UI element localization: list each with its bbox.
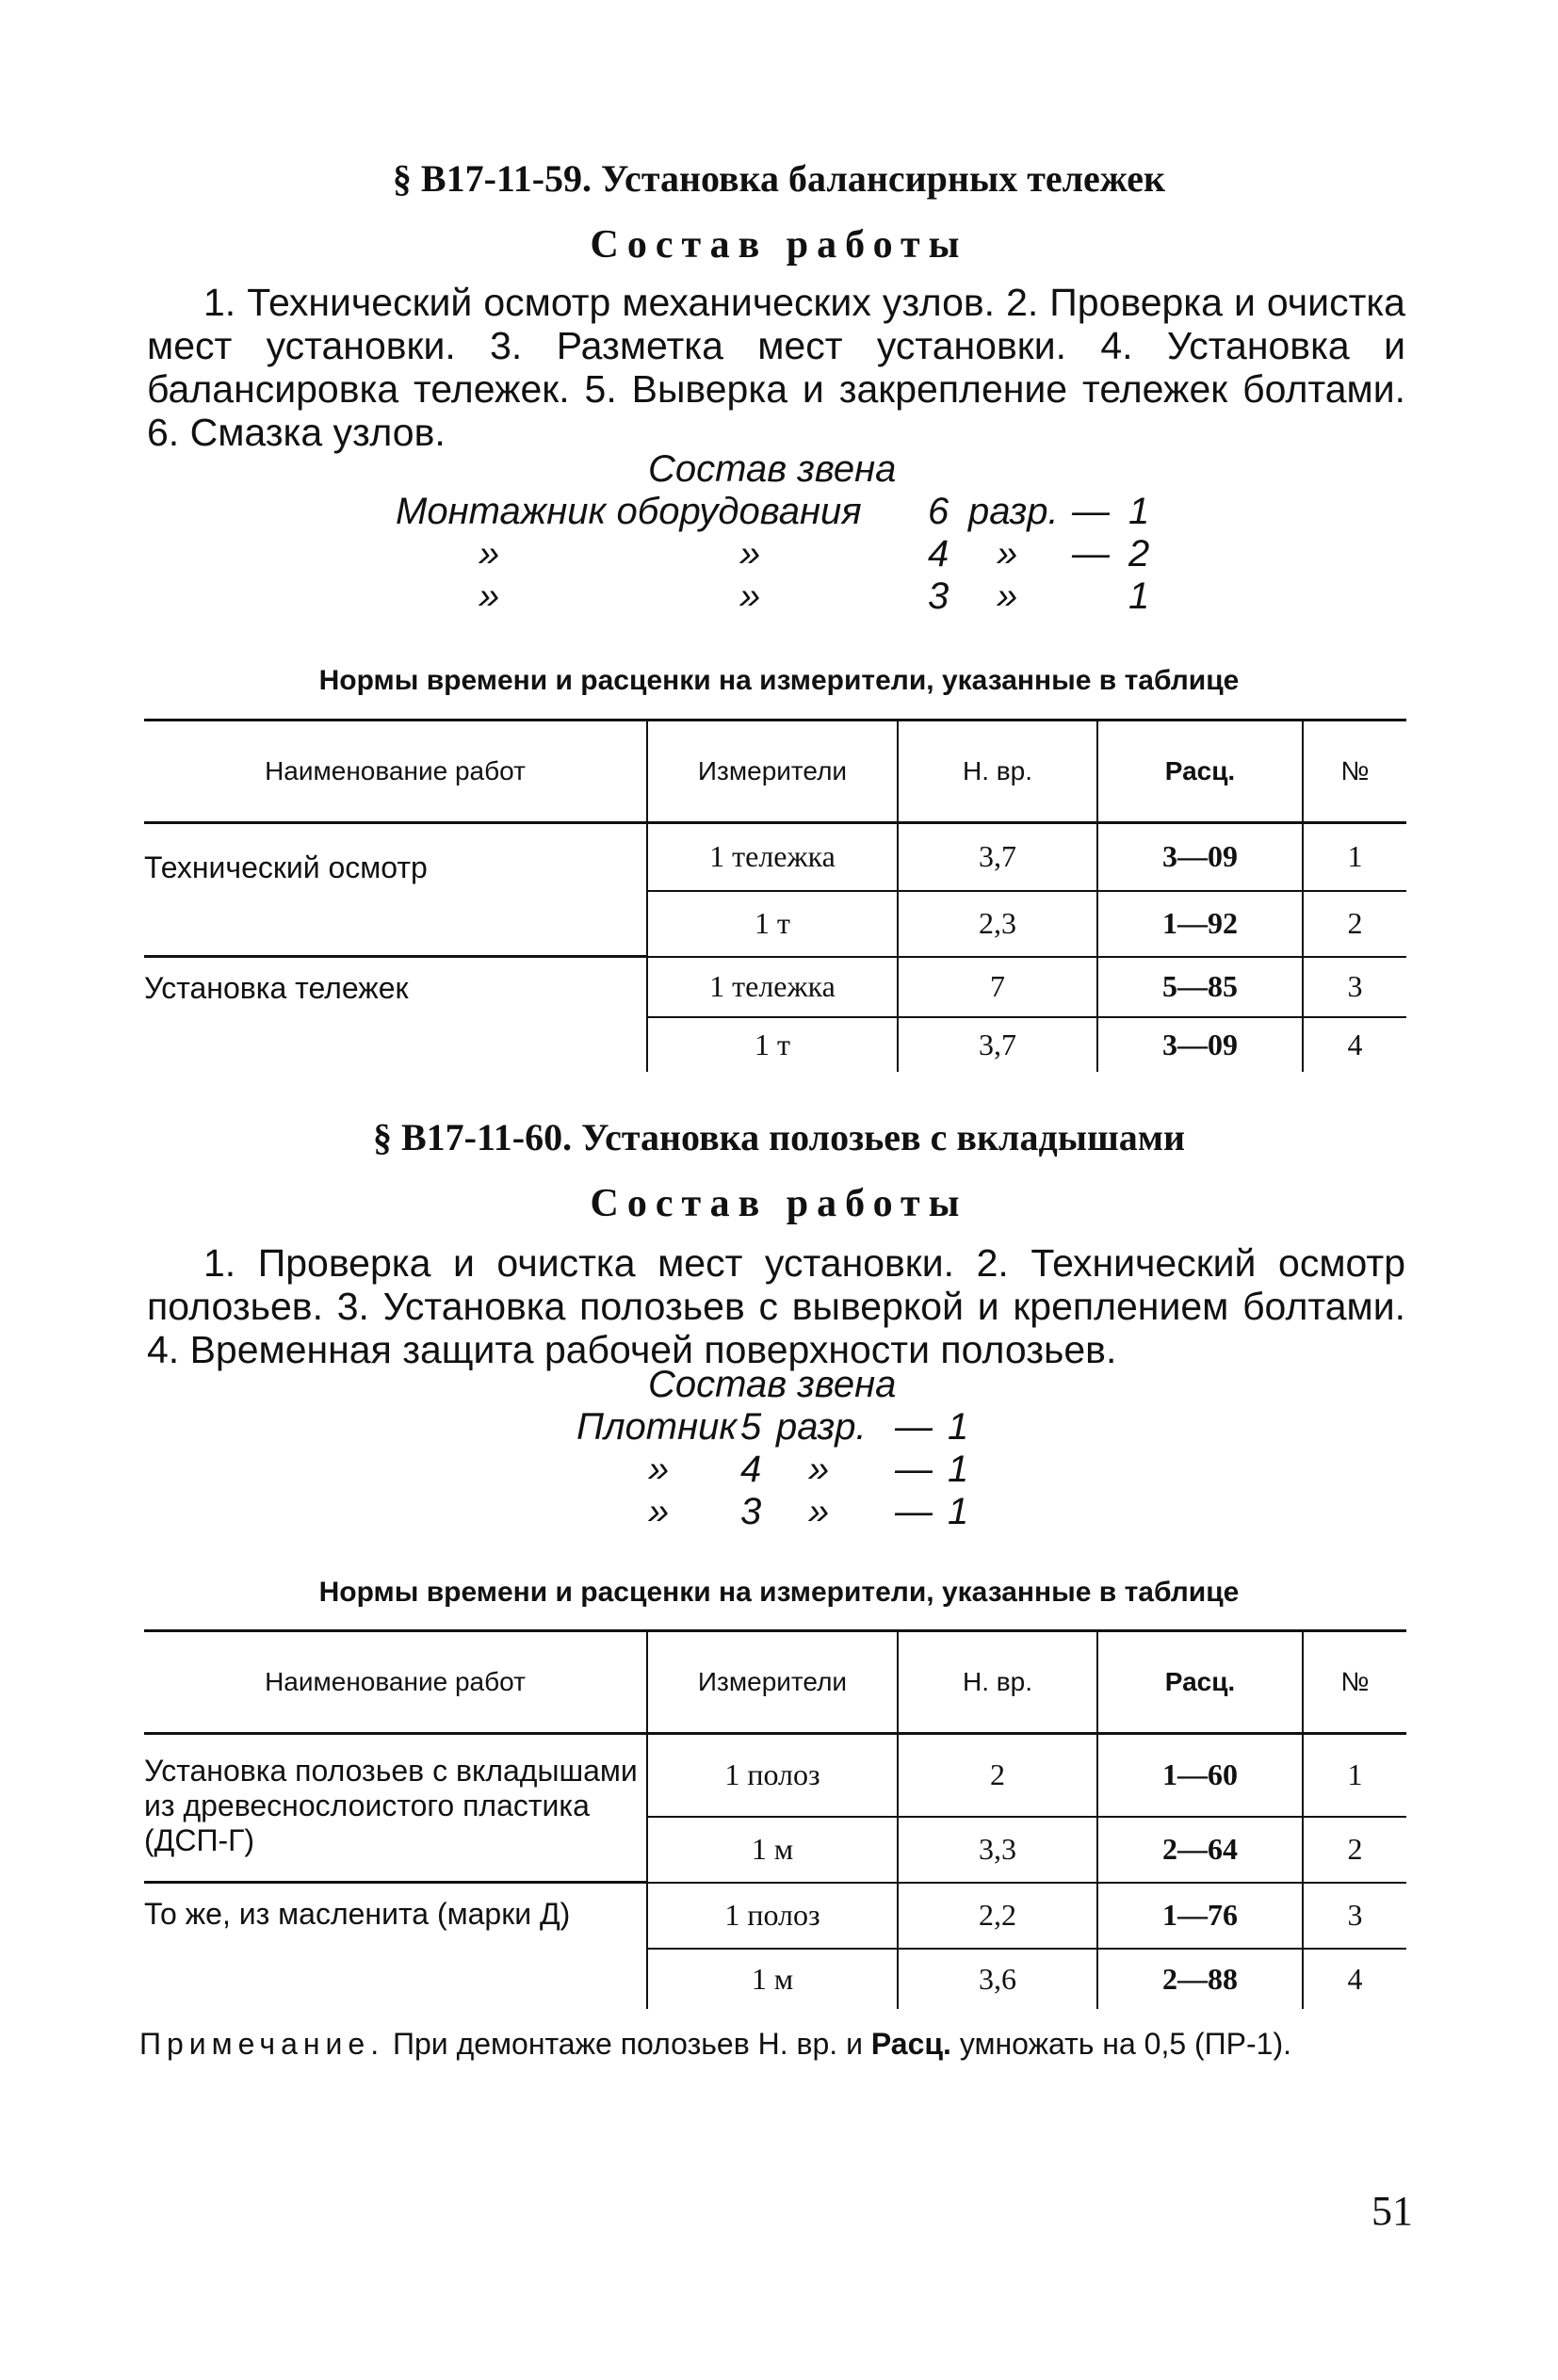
crew-count: 1 [1128,575,1150,617]
table-header-row [144,1631,1406,1734]
norm-cell: 7 [898,957,1097,1017]
page-number: 51 [1371,2188,1413,2234]
note-text: и [846,2027,863,2061]
crew-dash: — [895,1449,933,1490]
number-cell: 3 [1303,1883,1406,1949]
crew-dash: — [1072,533,1110,575]
work-composition-heading: Состав работы [590,1182,968,1225]
crew-composition [396,448,1168,618]
crew-row [396,575,1168,618]
column-header-name: Наименование работ [144,1631,647,1734]
crew-profession: » [648,1449,670,1490]
crew-profession: Плотник [576,1406,738,1448]
column-header-unit: Измерители [647,1631,898,1734]
rate-cell: 3—09 [1097,823,1303,891]
crew-dash: — [1072,491,1110,532]
section-title: § В17-11-60. Установка полозьев с вкладышами [372,1116,1186,1158]
number-cell: 2 [1303,1817,1406,1883]
norms-table [144,719,1406,1072]
number-cell: 1 [1303,823,1406,891]
crew-count: 2 [1128,533,1150,575]
norms-table [144,1629,1406,2009]
crew-composition [576,1364,972,1533]
crew-grade: 4 [740,1449,762,1490]
unit-cell: 1 полоз [647,1883,898,1949]
crew-unit: » [808,1491,830,1532]
crew-unit: » [997,575,1018,617]
norm-cell: 3,7 [898,823,1097,891]
crew-row [576,1449,972,1491]
norm-cell: 3,3 [898,1817,1097,1883]
rate-cell: 3—09 [1097,1017,1303,1072]
crew-unit: » [997,533,1018,575]
table-note [139,2025,1402,2063]
number-cell: 1 [1303,1734,1406,1817]
unit-cell: 1 м [647,1949,898,2009]
work-name: Установка полозьев с вкладышами из древеснослоистого пластика (ДСП-Г) [144,1734,647,1883]
work-composition-text [147,1241,1405,1371]
crew-row [576,1491,972,1533]
note-term: Расц. [870,2027,951,2061]
rate-cell: 2—88 [1097,1949,1303,2009]
rate-cell: 5—85 [1097,957,1303,1017]
norm-cell: 2 [898,1734,1097,1817]
rate-cell: 1—60 [1097,1734,1303,1817]
crew-grade: 3 [928,575,949,617]
crew-row [576,1406,972,1449]
crew-dash: — [895,1491,933,1532]
rate-cell: 1—92 [1097,891,1303,957]
table-row [144,1883,1406,1949]
work-name: Технический осмотр [144,823,647,957]
table-header-row [144,720,1406,823]
column-header-rate: Расц. [1097,1631,1303,1734]
crew-profession-ditto: » [739,533,761,575]
crew-profession-ditto: » [739,575,761,617]
table-row [144,1734,1406,1817]
work-name: Установка тележек [144,971,409,1005]
unit-cell: 1 м [647,1817,898,1883]
crew-grade: 5 [740,1406,762,1448]
crew-profession: » [479,533,500,575]
number-cell: 4 [1303,1017,1406,1072]
crew-row [396,491,1168,533]
rate-cell: 1—76 [1097,1883,1303,1949]
norm-cell: 2,2 [898,1883,1097,1949]
number-cell: 4 [1303,1949,1406,2009]
note-label: Примечание. [139,2027,385,2061]
crew-count: 1 [1128,491,1150,532]
crew-row [396,533,1168,575]
note-term: Н. вр. [757,2027,838,2061]
column-header-norm: Н. вр. [898,720,1097,823]
table-row [144,823,1406,891]
unit-cell: 1 тележка [647,823,898,891]
crew-grade: 3 [740,1491,762,1532]
work-name: То же, из масленита (марки Д) [144,1897,571,1931]
column-header-rate: Расц. [1097,720,1303,823]
crew-heading: Состав звена [648,448,897,490]
crew-unit: » [808,1449,830,1490]
crew-profession: » [648,1491,670,1532]
table-caption: Нормы времени и расценки на измерители, указанные в таблице [318,665,1240,696]
crew-grade: 4 [928,533,949,575]
crew-heading: Состав звена [648,1364,897,1405]
column-header-name: Наименование работ [144,720,647,823]
crew-grade: 6 [928,491,949,532]
rate-cell: 2—64 [1097,1817,1303,1883]
section-title: § В17-11-59. Установка балансирных тележек [392,157,1166,200]
column-header-unit: Измерители [647,720,898,823]
crew-unit: разр. [968,491,1059,532]
table-row [144,957,1406,1017]
work-composition-text [147,281,1405,454]
crew-count: 1 [948,1449,969,1490]
crew-dash: — [895,1406,933,1448]
work-composition-paragraph: 1. Технический осмотр механических узлов. 2. Проверка и очистка мест установки. 3. Разметка мест установки. 4. Установка и балансировка тележек. 5. Выверка и закрепление тележек болтами. 6. Смазка узлов. [147,281,1405,454]
column-header-norm: Н. вр. [898,1631,1097,1734]
crew-unit: разр. [776,1406,867,1448]
unit-cell: 1 т [647,891,898,957]
crew-count: 1 [948,1491,969,1532]
norm-cell: 3,6 [898,1949,1097,2009]
norm-cell: 3,7 [898,1017,1097,1072]
number-cell: 2 [1303,891,1406,957]
crew-count: 1 [948,1406,969,1448]
norm-cell: 2,3 [898,891,1097,957]
unit-cell: 1 т [647,1017,898,1072]
column-header-number: № [1303,1631,1406,1734]
note-text: умножать на 0,5 (ПР-1). [959,2027,1292,2061]
crew-profession: » [479,575,500,617]
note-text: При демонтаже полозьев [393,2027,750,2061]
unit-cell: 1 полоз [647,1734,898,1817]
work-composition-paragraph: 1. Проверка и очистка мест установки. 2. Технический осмотр полозьев. 3. Установка полозьев с выверкой и креплением болтами. 4. Временная защита рабочей поверхности полозьев. [147,1241,1405,1371]
crew-profession: Монтажник оборудования [396,491,862,532]
table-caption: Нормы времени и расценки на измерители, указанные в таблице [318,1577,1240,1608]
column-header-number: № [1303,720,1406,823]
number-cell: 3 [1303,957,1406,1017]
work-composition-heading: Состав работы [590,223,968,267]
unit-cell: 1 тележка [647,957,898,1017]
